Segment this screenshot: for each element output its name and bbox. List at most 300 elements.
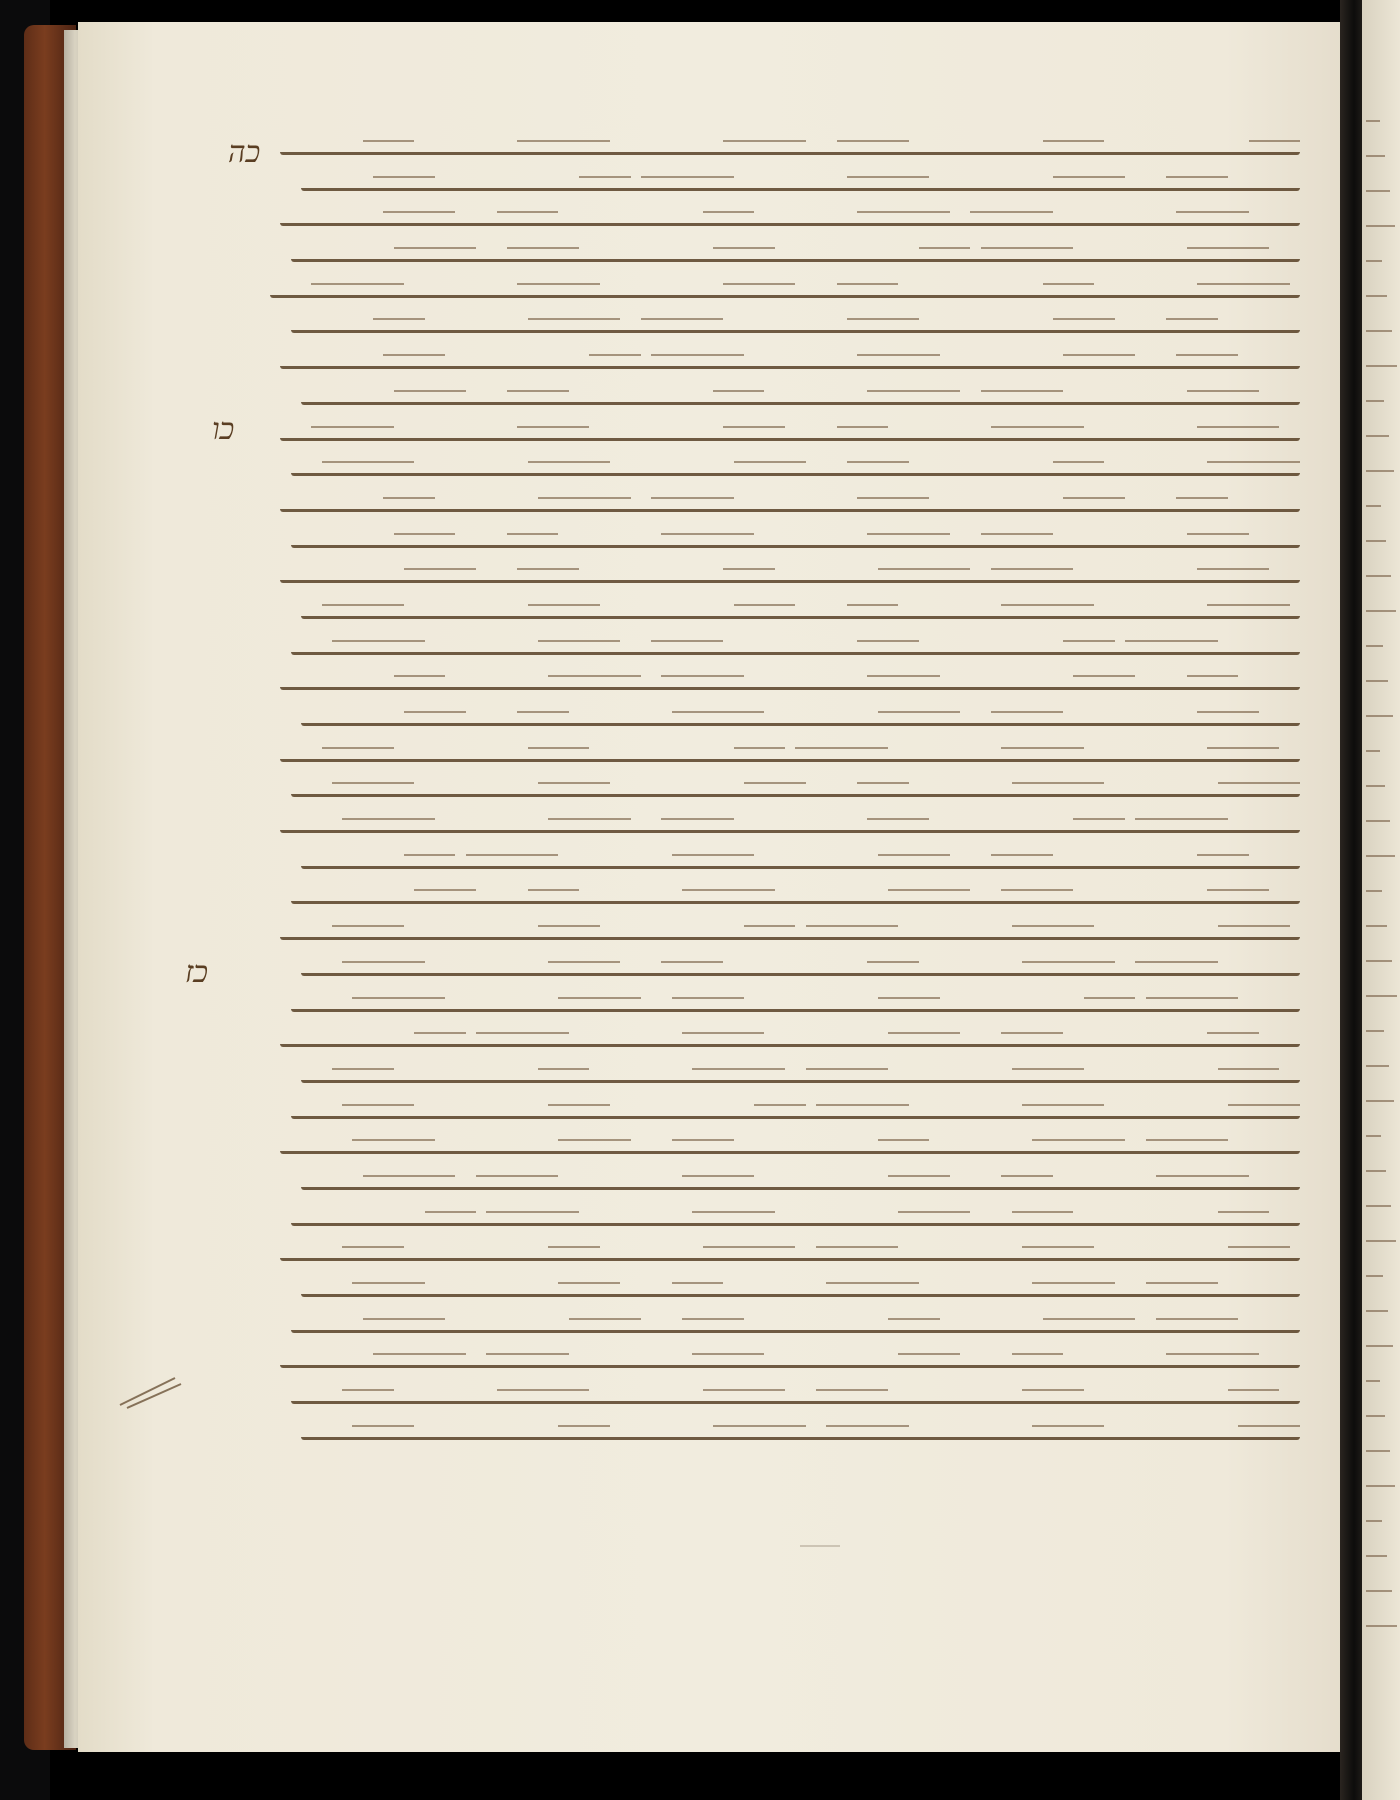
- ink-accent: [558, 1282, 620, 1290]
- ink-accent: [1187, 390, 1259, 398]
- ink-accent: [1022, 1389, 1084, 1397]
- text-line: [270, 380, 1300, 416]
- ink-accent: [1063, 497, 1125, 505]
- text-line: [270, 1272, 1300, 1308]
- ink-accent: [1053, 461, 1105, 469]
- facing-page-text-fragment: [1366, 950, 1392, 962]
- facing-page-text-fragment: [1366, 880, 1382, 892]
- facing-page-text-fragment: [1366, 775, 1385, 787]
- ink-accent: [723, 568, 775, 576]
- ink-accent: [672, 1282, 724, 1290]
- ink-accent: [1073, 818, 1125, 826]
- ink-accent: [394, 390, 466, 398]
- text-line: [270, 1201, 1300, 1237]
- ink-accent: [373, 1353, 466, 1361]
- facing-page-text-fragment: [1366, 740, 1380, 752]
- text-line: [270, 630, 1300, 666]
- ink-accent: [1022, 961, 1115, 969]
- ink-accent: [342, 818, 435, 826]
- ink-accent: [548, 1104, 610, 1112]
- ink-accent: [1146, 997, 1239, 1005]
- ink-accent: [692, 1068, 785, 1076]
- ink-accent: [1218, 782, 1300, 790]
- ink-accent: [517, 711, 569, 719]
- ink-accent: [806, 925, 899, 933]
- ink-accent: [919, 247, 971, 255]
- ink-accent: [826, 1425, 908, 1433]
- ink-accent: [1135, 961, 1217, 969]
- facing-page-text-fragment: [1366, 1090, 1394, 1102]
- ink-accent: [497, 211, 559, 219]
- ink-accent: [837, 140, 909, 148]
- facing-page-text-fragment: [1366, 110, 1380, 122]
- ink-accent: [352, 1425, 414, 1433]
- margin-note-3: כז: [185, 955, 209, 990]
- ink-accent: [1022, 1246, 1094, 1254]
- ink-accent: [528, 889, 580, 897]
- text-line: [270, 594, 1300, 630]
- ink-accent: [878, 997, 940, 1005]
- ink-accent: [847, 318, 919, 326]
- ink-accent: [661, 675, 743, 683]
- ink-accent: [661, 961, 723, 969]
- ink-accent: [548, 1246, 600, 1254]
- ink-accent: [1043, 283, 1095, 291]
- ink-accent: [1043, 1318, 1136, 1326]
- ink-accent: [311, 426, 393, 434]
- ink-accent: [311, 283, 404, 291]
- ink-accent: [1197, 711, 1259, 719]
- ink-accent: [352, 997, 445, 1005]
- facing-page-text-fragment: [1366, 1195, 1391, 1207]
- ink-accent: [682, 1175, 754, 1183]
- ink-accent: [734, 747, 786, 755]
- text-line: [270, 237, 1300, 273]
- ink-accent: [1012, 1211, 1074, 1219]
- ink-accent: [528, 318, 621, 326]
- ink-accent: [816, 1246, 898, 1254]
- ink-accent: [466, 854, 559, 862]
- ink-accent: [517, 568, 579, 576]
- ink-accent: [1218, 1068, 1280, 1076]
- ink-accent: [1084, 997, 1136, 1005]
- ink-accent: [1001, 889, 1073, 897]
- ink-stroke: [280, 430, 1300, 441]
- ink-accent: [991, 711, 1063, 719]
- margin-note-2: כו: [212, 412, 235, 447]
- ink-accent: [1166, 1353, 1259, 1361]
- ink-accent: [342, 1389, 394, 1397]
- ink-accent: [857, 211, 950, 219]
- facing-page-text-fragment: [1366, 1615, 1397, 1627]
- ink-accent: [651, 640, 723, 648]
- facing-page-text-fragment: [1366, 1300, 1388, 1312]
- text-line: [270, 1379, 1300, 1415]
- ink-accent: [703, 211, 755, 219]
- ink-accent: [1249, 140, 1301, 148]
- text-line: [270, 201, 1300, 237]
- ink-accent: [857, 497, 929, 505]
- ink-accent: [352, 1139, 434, 1147]
- ink-accent: [837, 283, 899, 291]
- ink-accent: [486, 1353, 568, 1361]
- ink-accent: [558, 1425, 610, 1433]
- text-line: [270, 772, 1300, 808]
- ink-stroke: [301, 608, 1300, 619]
- text-line: [270, 1308, 1300, 1344]
- ink-accent: [888, 1318, 940, 1326]
- ink-accent: [528, 604, 600, 612]
- text-line: [270, 344, 1300, 380]
- ink-accent: [1012, 782, 1105, 790]
- ink-accent: [414, 1032, 466, 1040]
- ink-accent: [404, 568, 476, 576]
- facing-page-text-fragment: [1366, 530, 1386, 542]
- facing-page-text-fragment: [1366, 600, 1396, 612]
- ink-accent: [1032, 1139, 1125, 1147]
- text-line: [270, 558, 1300, 594]
- ink-accent: [1228, 1246, 1290, 1254]
- facing-page-text-fragment: [1366, 985, 1397, 997]
- ink-accent: [414, 889, 476, 897]
- ink-accent: [1146, 1139, 1228, 1147]
- ink-accent: [723, 426, 785, 434]
- ink-accent: [322, 747, 394, 755]
- facing-page-text-fragment: [1366, 250, 1382, 262]
- ink-accent: [991, 854, 1053, 862]
- ink-accent: [404, 854, 456, 862]
- ink-accent: [1176, 354, 1238, 362]
- text-line: [270, 416, 1300, 452]
- ink-accent: [1053, 318, 1115, 326]
- text-line: [270, 844, 1300, 880]
- ink-accent: [837, 426, 889, 434]
- ink-accent: [682, 1032, 764, 1040]
- ink-accent: [970, 211, 1052, 219]
- ink-accent: [1001, 747, 1083, 755]
- ink-accent: [517, 426, 589, 434]
- ink-accent: [878, 711, 960, 719]
- facing-page-text-fragment: [1366, 670, 1388, 682]
- ink-accent: [1001, 1032, 1063, 1040]
- ink-accent: [394, 247, 476, 255]
- ink-accent: [1166, 176, 1228, 184]
- facing-page-text-fragment: [1366, 1265, 1383, 1277]
- ink-accent: [888, 889, 970, 897]
- text-line: [270, 1129, 1300, 1165]
- text-line: [270, 130, 1300, 166]
- facing-page-text-fragment: [1366, 1545, 1387, 1557]
- ink-accent: [661, 533, 754, 541]
- facing-page-text-fragment: [1366, 1125, 1381, 1137]
- facing-page-text-fragment: [1366, 215, 1395, 227]
- ink-accent: [1032, 1425, 1104, 1433]
- ink-accent: [734, 604, 796, 612]
- ink-accent: [1238, 1425, 1300, 1433]
- ink-accent: [816, 1389, 888, 1397]
- facing-page-text-fragment: [1366, 1335, 1393, 1347]
- ink-accent: [754, 1104, 806, 1112]
- ink-accent: [1218, 925, 1290, 933]
- ink-accent: [888, 1175, 950, 1183]
- ink-accent: [847, 176, 929, 184]
- ink-accent: [991, 568, 1073, 576]
- text-line: [270, 808, 1300, 844]
- ink-accent: [332, 925, 404, 933]
- ink-accent: [878, 1139, 930, 1147]
- facing-page-text-fragment: [1366, 1370, 1380, 1382]
- ink-accent: [816, 1104, 909, 1112]
- ink-accent: [723, 140, 805, 148]
- ink-accent: [476, 1175, 558, 1183]
- ink-accent: [394, 675, 446, 683]
- facing-page-text-fragment: [1366, 285, 1387, 297]
- ink-accent: [981, 390, 1063, 398]
- ink-accent: [703, 1246, 796, 1254]
- ink-accent: [1063, 640, 1115, 648]
- ink-accent: [1156, 1175, 1249, 1183]
- ink-accent: [579, 176, 631, 184]
- text-line: [270, 523, 1300, 559]
- ink-stroke: [291, 1393, 1300, 1404]
- ink-accent: [486, 1211, 579, 1219]
- facing-page-text-fragment: [1366, 1440, 1390, 1452]
- ink-accent: [857, 640, 919, 648]
- ink-accent: [857, 354, 939, 362]
- ink-stroke: [301, 180, 1300, 191]
- text-line: [270, 701, 1300, 737]
- ink-accent: [806, 1068, 888, 1076]
- text-line: [270, 1165, 1300, 1201]
- ink-accent: [1012, 1068, 1084, 1076]
- ink-accent: [867, 390, 960, 398]
- ink-accent: [1053, 176, 1125, 184]
- ink-accent: [1197, 854, 1249, 862]
- ink-accent: [703, 1389, 785, 1397]
- ink-accent: [373, 318, 425, 326]
- ink-accent: [1012, 1353, 1064, 1361]
- ink-accent: [898, 1353, 960, 1361]
- ink-accent: [826, 1282, 919, 1290]
- ink-accent: [569, 1318, 641, 1326]
- ink-accent: [672, 997, 744, 1005]
- ink-accent: [981, 533, 1053, 541]
- facing-page-text-fragment: [1366, 460, 1394, 472]
- text-line: [270, 1094, 1300, 1130]
- facing-page-text-fragment: [1366, 1230, 1396, 1242]
- text-line: [270, 166, 1300, 202]
- ink-accent: [847, 461, 909, 469]
- ink-accent: [981, 247, 1074, 255]
- ink-accent: [528, 461, 610, 469]
- ink-accent: [795, 747, 888, 755]
- ink-accent: [1207, 604, 1289, 612]
- text-line: [270, 1415, 1300, 1451]
- ink-accent: [692, 1211, 774, 1219]
- ink-accent: [332, 640, 425, 648]
- ink-accent: [867, 675, 939, 683]
- text-line: [270, 915, 1300, 951]
- ink-accent: [867, 818, 929, 826]
- ink-accent: [651, 497, 733, 505]
- facing-page-text-fragment: [1366, 355, 1397, 367]
- ink-accent: [1197, 568, 1269, 576]
- ink-accent: [1207, 889, 1269, 897]
- text-line: [270, 487, 1300, 523]
- ink-accent: [1032, 1282, 1114, 1290]
- ink-accent: [342, 1246, 404, 1254]
- ink-accent: [383, 354, 445, 362]
- ink-accent: [1125, 640, 1218, 648]
- text-line: [270, 1343, 1300, 1379]
- ink-accent: [1197, 283, 1290, 291]
- ink-accent: [538, 497, 631, 505]
- ink-accent: [548, 961, 620, 969]
- ink-accent: [878, 854, 950, 862]
- ink-accent: [1135, 818, 1228, 826]
- facing-page-text-fragment: [1366, 145, 1385, 157]
- facing-page-text-fragment: [1366, 390, 1384, 402]
- text-line: [270, 951, 1300, 987]
- ink-accent: [394, 533, 456, 541]
- ink-accent: [651, 354, 744, 362]
- ink-stroke: [291, 322, 1300, 333]
- ink-accent: [322, 461, 415, 469]
- ink-accent: [713, 1425, 806, 1433]
- ink-accent: [404, 711, 466, 719]
- ink-accent: [1197, 426, 1279, 434]
- ink-accent: [991, 426, 1084, 434]
- ink-accent: [878, 568, 971, 576]
- ink-accent: [373, 176, 435, 184]
- text-line: [270, 1236, 1300, 1272]
- ink-stroke: [301, 1072, 1300, 1083]
- facing-page-text-fragment: [1366, 810, 1390, 822]
- footer-mark: [800, 1545, 840, 1547]
- ink-accent: [672, 711, 765, 719]
- handwritten-text-block: [270, 130, 1300, 1450]
- text-line: [270, 665, 1300, 701]
- ink-accent: [641, 318, 723, 326]
- ink-accent: [363, 1175, 456, 1183]
- facing-page-text-fragment: [1366, 320, 1392, 332]
- ink-accent: [507, 247, 579, 255]
- facing-page-text-fragment: [1366, 565, 1391, 577]
- ink-accent: [1187, 247, 1269, 255]
- ink-accent: [322, 604, 404, 612]
- ink-accent: [1176, 211, 1248, 219]
- ink-accent: [538, 1068, 590, 1076]
- ink-accent: [1228, 1104, 1300, 1112]
- facing-page-edge: [1362, 0, 1400, 1800]
- ink-accent: [363, 1318, 445, 1326]
- ink-accent: [867, 961, 919, 969]
- facing-page-text-fragment: [1366, 1160, 1386, 1172]
- ink-accent: [1228, 1389, 1280, 1397]
- ink-accent: [538, 782, 610, 790]
- ink-accent: [641, 176, 734, 184]
- ink-accent: [332, 1068, 394, 1076]
- ink-accent: [342, 1104, 414, 1112]
- ink-accent: [734, 461, 806, 469]
- ink-accent: [1073, 675, 1135, 683]
- facing-page-text-fragment: [1366, 495, 1381, 507]
- ink-accent: [383, 211, 455, 219]
- ink-accent: [1187, 533, 1249, 541]
- text-line: [270, 273, 1300, 309]
- ink-accent: [682, 889, 775, 897]
- ink-accent: [692, 1353, 764, 1361]
- ink-accent: [857, 782, 909, 790]
- pen-trial-mark: [115, 1370, 185, 1410]
- text-line: [270, 451, 1300, 487]
- ink-accent: [888, 1032, 960, 1040]
- text-line: [270, 737, 1300, 773]
- ink-stroke: [280, 751, 1300, 762]
- ink-accent: [1156, 1318, 1238, 1326]
- ink-accent: [538, 640, 620, 648]
- ink-accent: [744, 782, 806, 790]
- ink-accent: [538, 925, 600, 933]
- ink-accent: [1063, 354, 1135, 362]
- ink-accent: [1166, 318, 1218, 326]
- ink-accent: [713, 247, 775, 255]
- facing-page-text-fragment: [1366, 915, 1387, 927]
- ink-accent: [1207, 747, 1279, 755]
- facing-page-text-fragment: [1366, 635, 1383, 647]
- text-line: [270, 987, 1300, 1023]
- ink-accent: [558, 997, 640, 1005]
- ink-accent: [528, 747, 590, 755]
- ink-accent: [507, 390, 569, 398]
- ink-accent: [517, 283, 599, 291]
- ink-accent: [507, 533, 559, 541]
- ink-accent: [723, 283, 795, 291]
- ink-accent: [1022, 1104, 1104, 1112]
- facing-page-text-fragment: [1366, 1405, 1385, 1417]
- facing-page-text-fragment: [1366, 1055, 1389, 1067]
- ink-accent: [476, 1032, 569, 1040]
- facing-page-text-fragment: [1366, 1580, 1392, 1592]
- ink-accent: [1187, 675, 1239, 683]
- ink-accent: [1207, 1032, 1259, 1040]
- ink-accent: [558, 1139, 630, 1147]
- facing-page-text-fragment: [1366, 180, 1390, 192]
- ink-accent: [589, 354, 641, 362]
- ink-accent: [548, 818, 630, 826]
- ink-accent: [682, 1318, 744, 1326]
- ink-accent: [1001, 1175, 1053, 1183]
- ink-accent: [1207, 461, 1300, 469]
- ink-accent: [1043, 140, 1105, 148]
- ink-accent: [847, 604, 899, 612]
- ink-accent: [713, 390, 765, 398]
- ink-accent: [425, 1211, 477, 1219]
- text-line: [270, 879, 1300, 915]
- ink-accent: [1176, 497, 1228, 505]
- ink-accent: [744, 925, 796, 933]
- facing-page-text-fragment: [1366, 705, 1393, 717]
- ink-accent: [1001, 604, 1094, 612]
- ink-accent: [898, 1211, 970, 1219]
- ink-accent: [497, 1389, 590, 1397]
- ink-accent: [363, 140, 415, 148]
- facing-page-text-fragment: [1366, 425, 1389, 437]
- ink-accent: [383, 497, 435, 505]
- ink-accent: [342, 961, 424, 969]
- facing-page-text-fragment: [1366, 1020, 1384, 1032]
- ink-accent: [1146, 1282, 1218, 1290]
